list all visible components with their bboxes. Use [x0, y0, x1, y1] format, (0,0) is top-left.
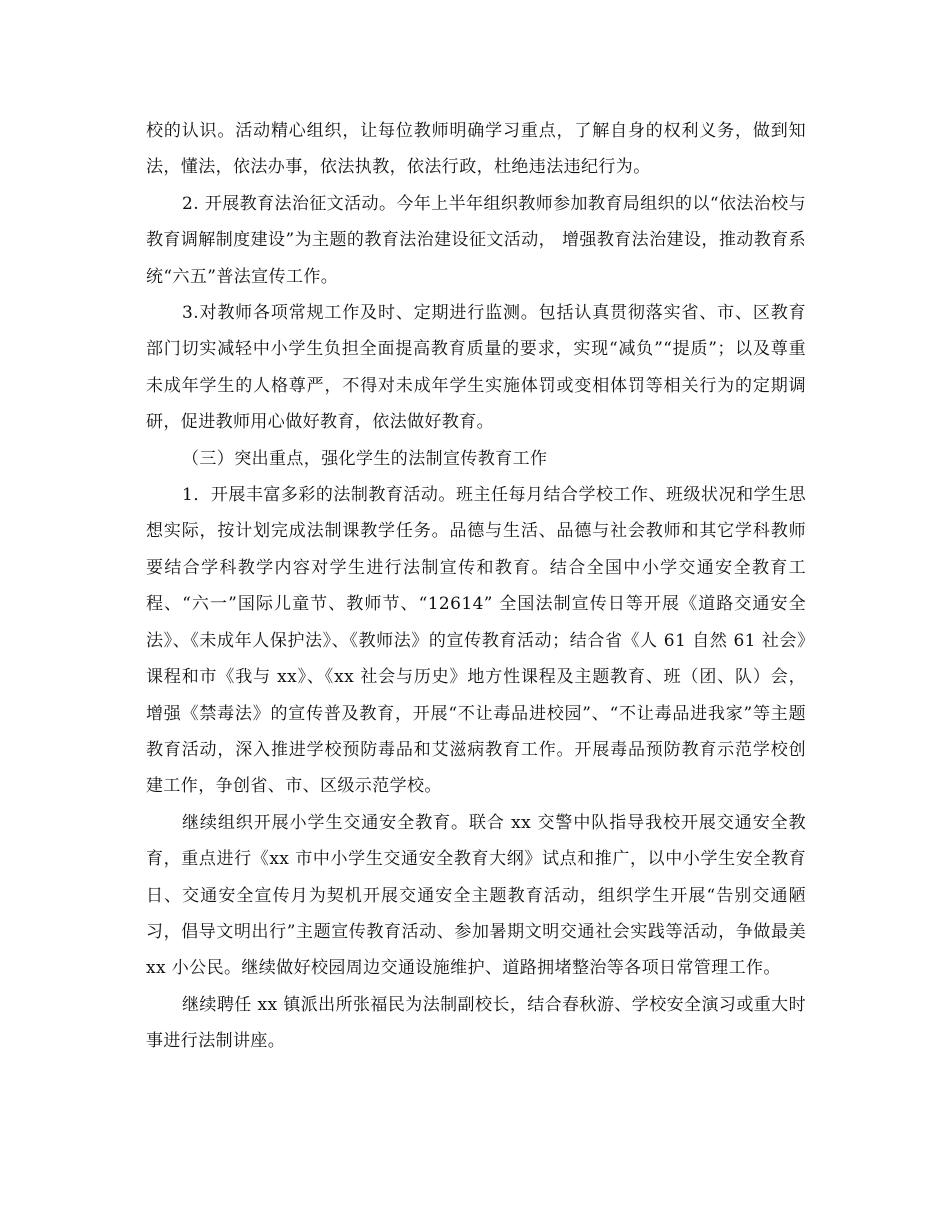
paragraph: 1．开展丰富多彩的法制教育活动。班主任每月结合学校工作、班级状况和学生思想实际，按计划完成法制课教学任务。品德与生活、品德与社会教师和其它学科教师要结合学科教学内容对学生进行法制宣传和教育。结合全国中小学交通安全教育工程、“六一”国际儿童节、教师节、“12614” 全国法制宣传日等开展《道路交通安全法》、《未成年人保护法》、《教师法》的宣传教育活动；结合省《人 61 自然 61 社会》课程和市《我与 xx》、《xx 社会与历史》地方性课程及主题教育、班（团、队）会， 增强《禁毒法》的宣传普及教育，开展“不让毒品进校园”、“不让毒品进我家”等主题教育活动，深入推进学校预防毒品和艾滋病教育工作。开展毒品预防教育示范学校创建工作，争创省、市、区级示范学校。: [146, 485, 806, 797]
paragraph: 2. 开展教育法治征文活动。今年上半年组织教师参加教育局组织的以“依法治校与教育调解制度建设”为主题的教育法治建设征文活动， 增强教育法治建设，推动教育系统“六五”普法宣传工作。: [146, 193, 806, 287]
document-body: [146, 113, 806, 1060]
paragraph: 继续聘任 xx 镇派出所张福民为法制副校长，结合春秋游、学校安全演习或重大时事进行法制讲座。: [146, 994, 806, 1052]
section-heading: （三）突出重点，强化学生的法制宣传教育工作: [182, 448, 548, 469]
paragraph: 校的认识。活动精心组织，让每位教师明确学习重点，了解自身的权利义务，做到知法，懂法，依法办事，依法执教，依法行政，杜绝违法违纪行为。: [146, 121, 806, 178]
paragraph: 继续组织开展小学生交通安全教育。联合 xx 交警中队指导我校开展交通安全教育，重点进行《xx 市中小学生交通安全教育大纲》试点和推广，以中小学生安全教育日、交通安全宣传月为契机开展交通安全主题教育活动，组织学生开展“告别交通陋习，倡导文明出行”主题宣传教育活动、参加暑期文明交通社会实践等活动，争做最美 xx 小公民。继续做好校园周边交通设施维护、道路拥堵整治等各项日常管理工作。: [146, 812, 806, 979]
paragraph: 3.对教师各项常规工作及时、定期进行监测。包括认真贯彻落实省、市、区教育部门切实减轻中小学生负担全面提高教育质量的要求，实现“减负”“提质”；以及尊重未成年学生的人格尊严，不得对未成年学生实施体罚或变相体罚等相关行为的定期调研，促进教师用心做好教育，依法做好教育。: [146, 303, 806, 433]
